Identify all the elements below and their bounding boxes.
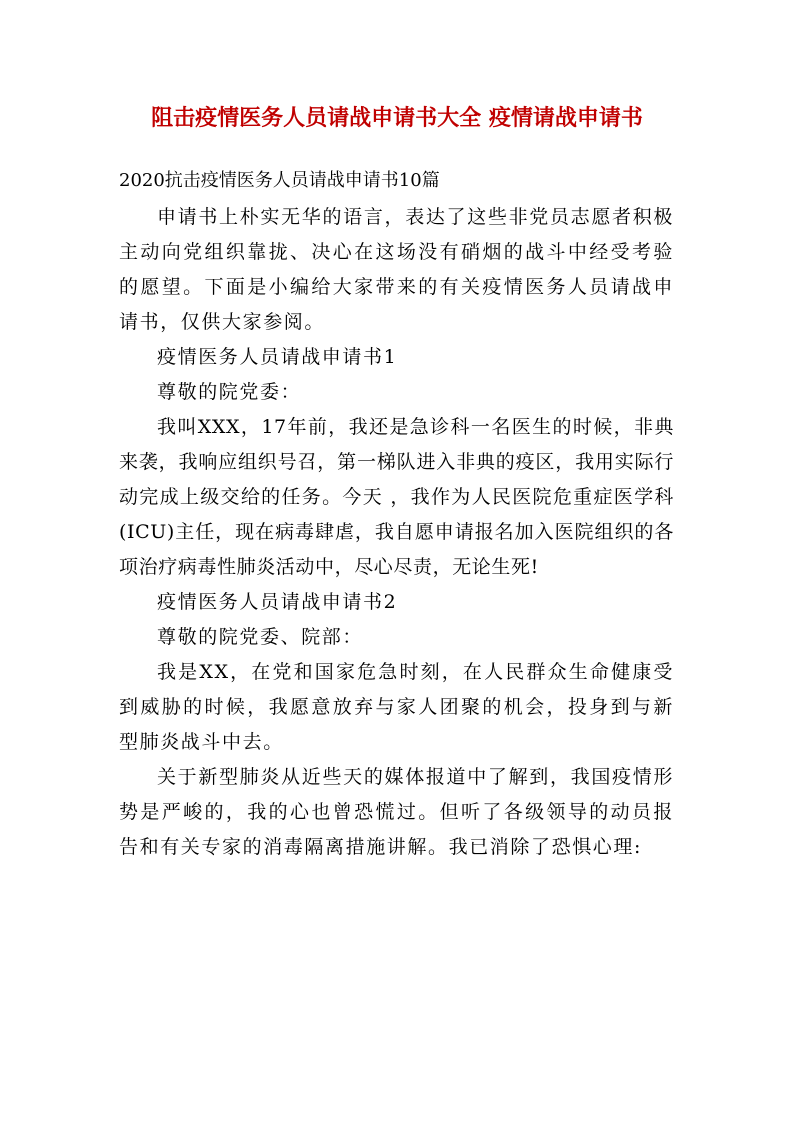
paragraph-letter-2-continued: 关于新型肺炎从近些天的媒体报道中了解到，我国疫情形势是严峻的，我的心也曾恐慌过。但听了各级领导的动员报告和有关专家的消毒隔离措施讲解。我已消除了恐惧心理: (119, 766, 674, 858)
salutation-2: 尊敬的院党委、院部： (157, 626, 364, 648)
paragraph-intro: 申请书上朴实无华的语言，表达了这些非党员志愿者积极主动向党组织靠拢、决心在这场没有硝烟的战斗中经受考验的愿望。下面是小编给大家带来的有关疫情医务人员请战申请书，仅供大家参阅。 (119, 206, 674, 333)
document-title: 阻击疫情医务人员请战申请书大全 疫情请战申请书 (151, 105, 643, 131)
paragraph-letter-1: 我叫XXX，17年前，我还是急诊科一名医生的时候，非典来袭，我响应组织号召，第一梯队进入非典的疫区，我用实际行动完成上级交给的任务。今天 ，我作为人民医院危重症医学科(ICU)主任，现在病毒肆虐，我自愿申请报名加入医院组织的各项治疗病毒性肺炎活动中，尽心尽责，无论生死! (119, 416, 674, 578)
document-subtitle: 2020抗击疫情医务人员请战申请书10篇 (119, 170, 440, 191)
salutation-1: 尊敬的院党委： (157, 381, 302, 403)
document-body (119, 200, 674, 865)
section-heading-1: 疫情医务人员请战申请书1 (157, 346, 398, 368)
paragraph-letter-2: 我是XX，在党和国家危急时刻，在人民群众生命健康受到威胁的时候，我愿意放弃与家人团聚的机会，投身到与新型肺炎战斗中去。 (119, 661, 674, 753)
section-heading-2: 疫情医务人员请战申请书2 (157, 591, 398, 613)
